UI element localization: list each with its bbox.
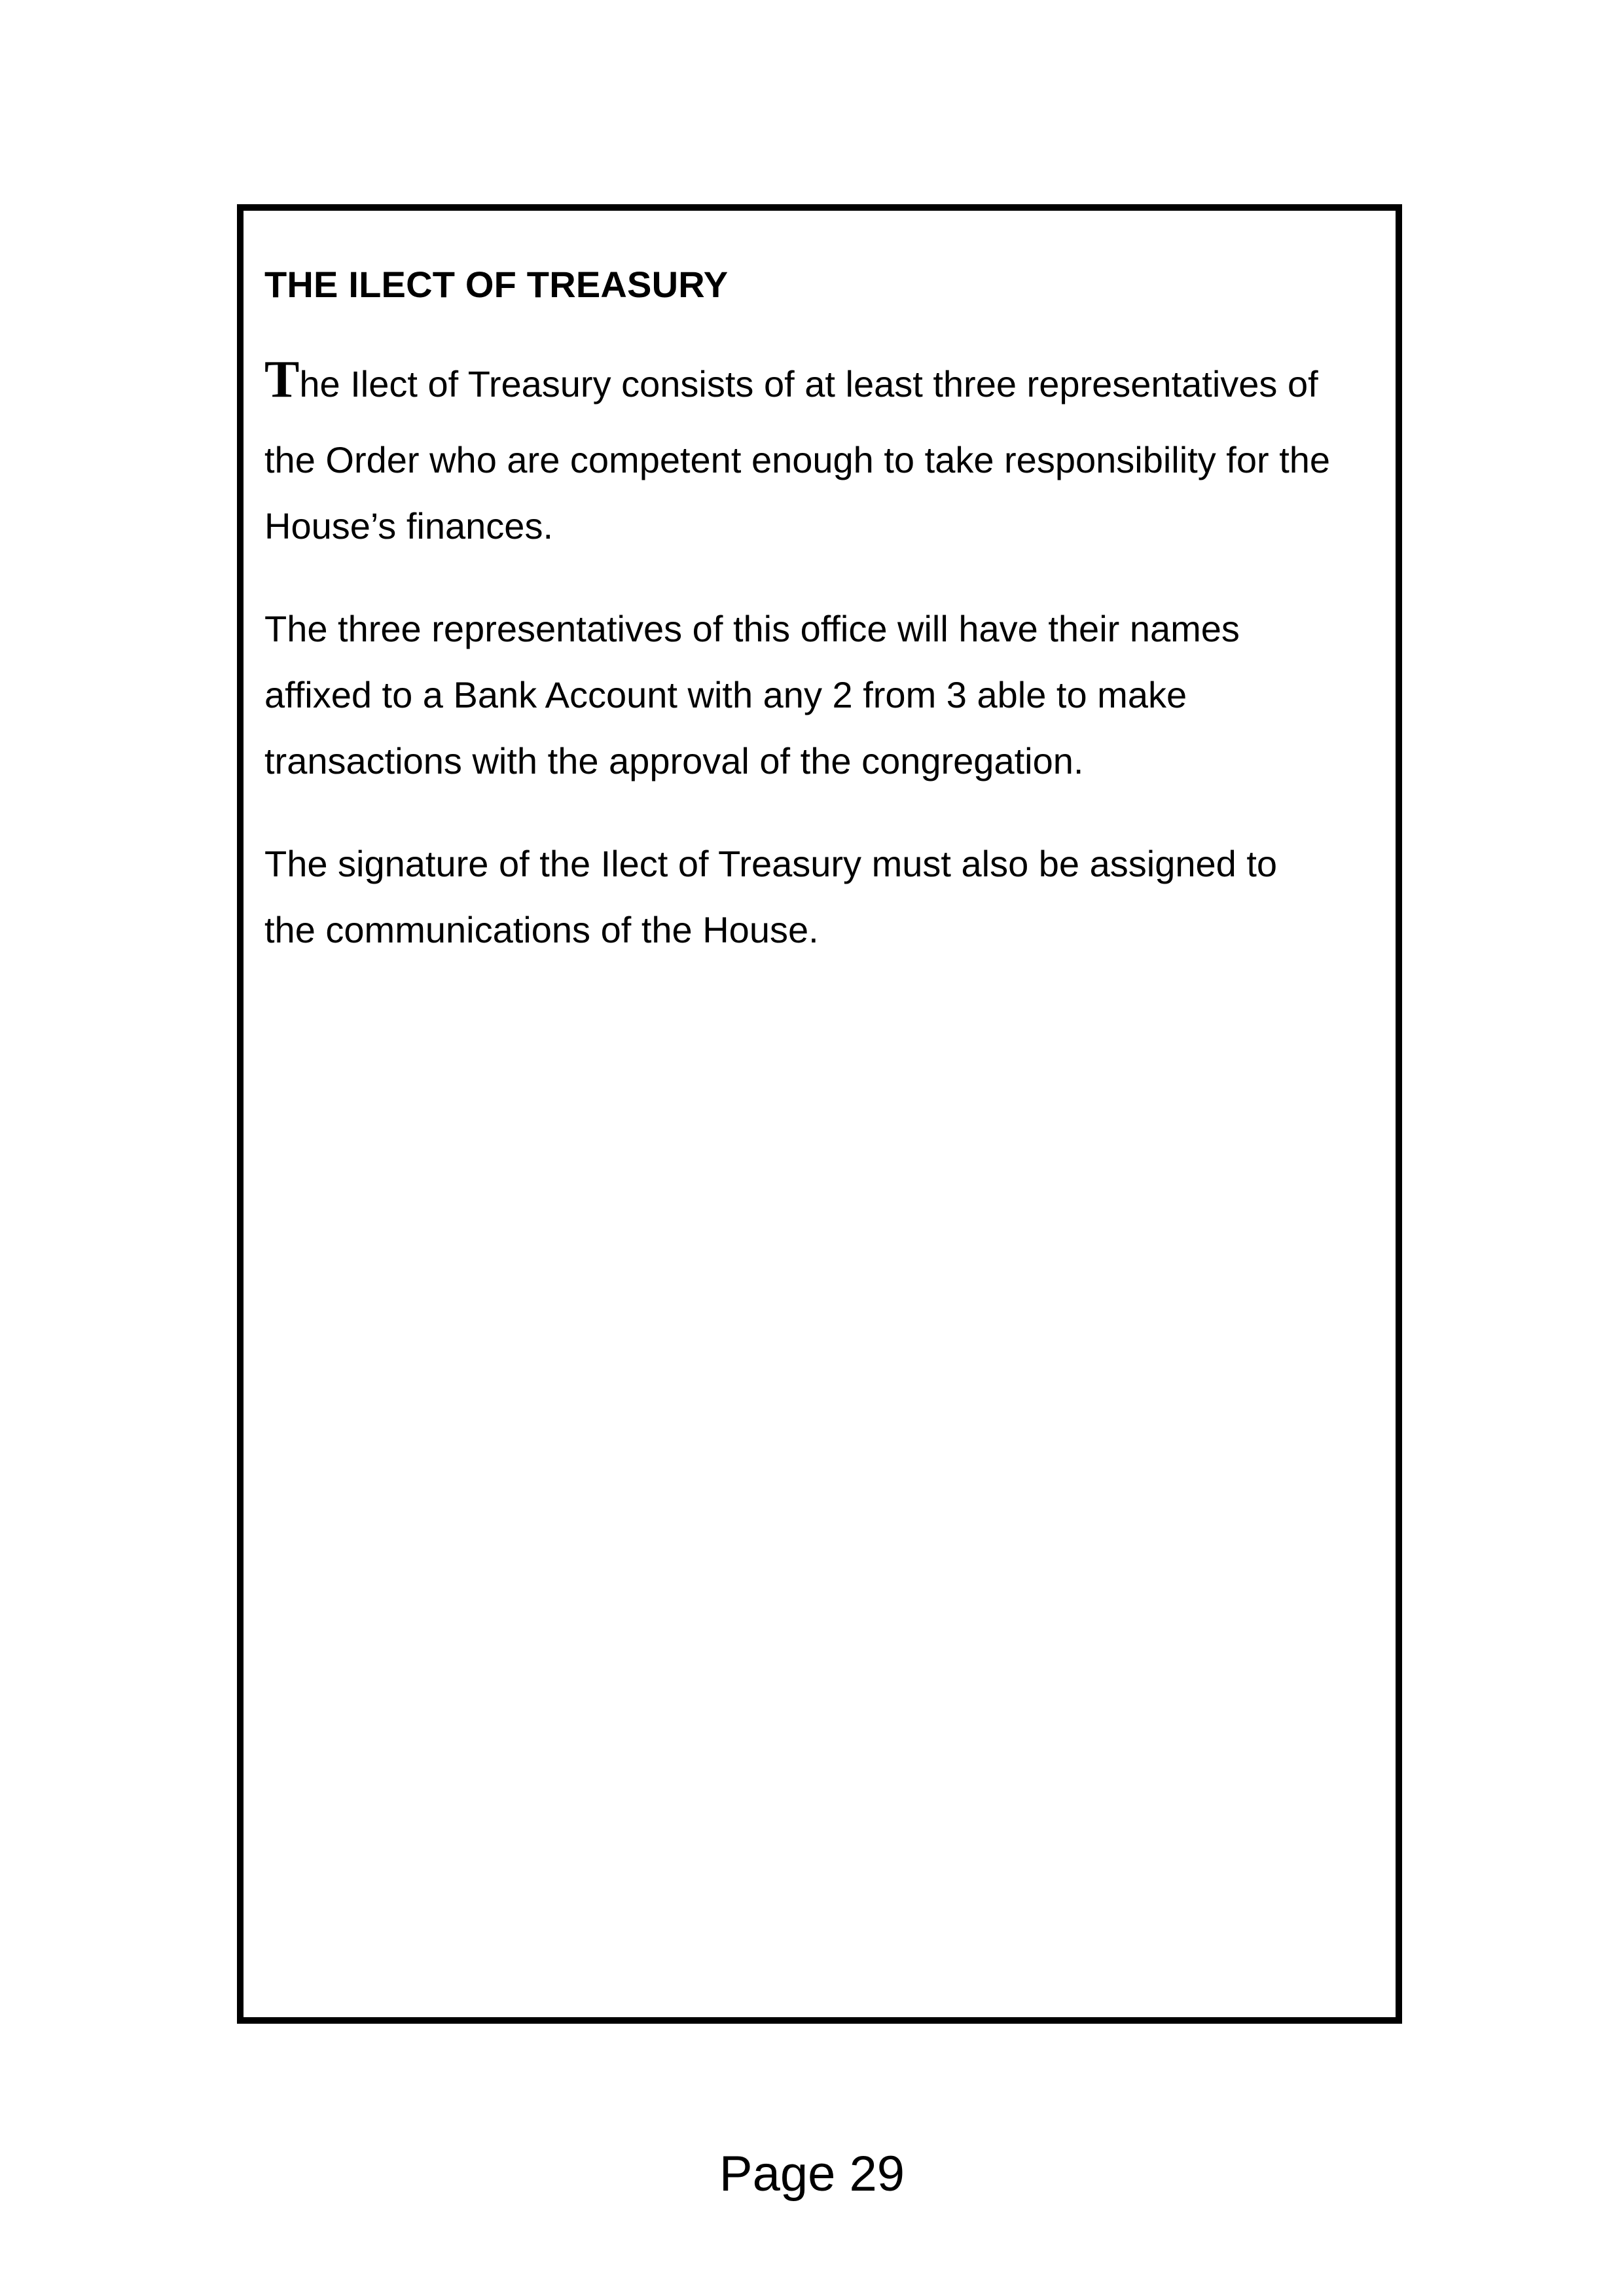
drop-cap: T	[264, 351, 300, 408]
page-number: Page 29	[719, 2146, 905, 2202]
paragraph-line	[264, 337, 1390, 427]
paragraph-line: the Order who are competent enough to take responsibility for the	[264, 439, 1331, 480]
paragraph-line: transactions with the approval of the congregation.	[264, 740, 1084, 781]
paragraph-line: affixed to a Bank Account with any 2 from 3 able to make	[264, 674, 1187, 715]
paragraph-line: House’s finances.	[264, 505, 553, 547]
paragraph-bank-account	[264, 596, 1390, 794]
section-heading: THE ILECT OF TREASURY	[264, 264, 729, 305]
paragraph-line-text: he Ilect of Treasury consists of at least three representatives of	[299, 363, 1318, 404]
paragraph-line: the communications of the House.	[264, 909, 819, 950]
paragraph-ilect-composition	[264, 337, 1390, 559]
page-content	[264, 259, 1390, 963]
paragraph-signature	[264, 831, 1390, 963]
paragraph-line: The three representatives of this office will have their names	[264, 608, 1240, 649]
paragraph-line: The signature of the Ilect of Treasury must also be assigned to	[264, 843, 1278, 884]
